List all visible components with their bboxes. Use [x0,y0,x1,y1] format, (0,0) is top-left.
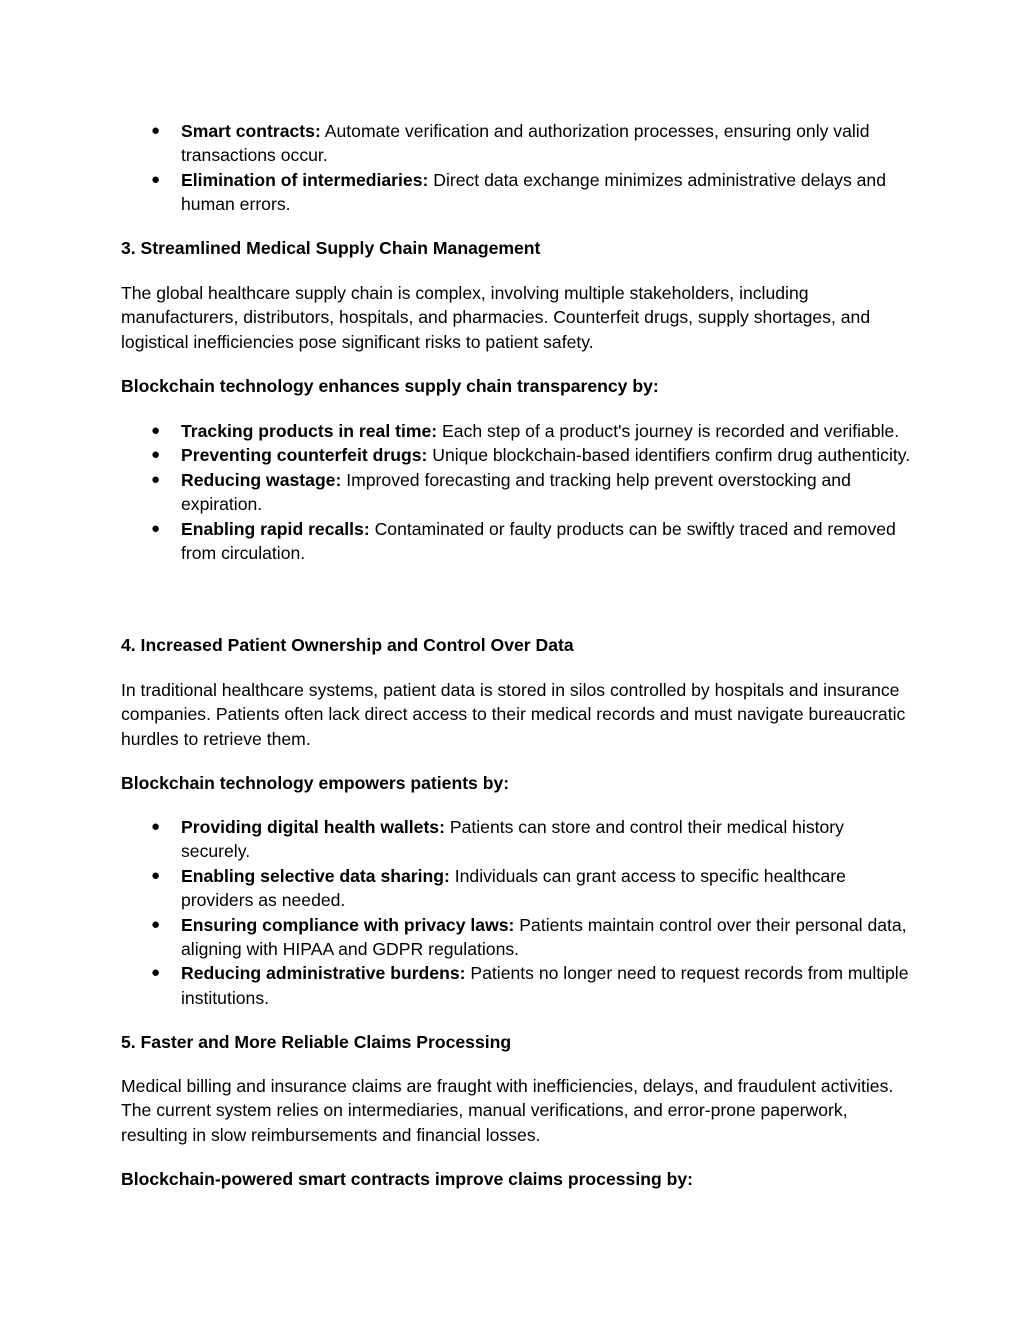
list-item-text: Contaminated or faulty products can be swiftly traced and removed from circulation. [181,518,896,564]
list-item-lead: Preventing counterfeit drugs: [181,445,428,466]
list-item-text: Individuals can grant access to specific healthcare providers as needed. [181,865,846,911]
bullet-icon: ● [151,446,161,464]
list-item-text: Automate verification and authorization processes, ensuring only valid transactions occur. [181,121,870,166]
section3-paragraph: The global healthcare supply chain is complex, involving multiple stakeholders, including manufacturers, distributors, hospitals, and pharmacies. Counterfeit drugs, supply shortages, and logistical inefficiencies pose significant risks to patient safety. [121,283,871,352]
list-item [121,468,911,517]
section4-subheading: Blockchain technology empowers patients by: [121,773,510,793]
list-item [121,119,911,168]
list-item-lead: Tracking products in real time: [181,421,438,441]
list-item [121,864,911,913]
section5-paragraph-block [121,1074,911,1147]
list-item [121,913,911,962]
bullet-icon: ● [151,122,161,139]
list-item-lead: Enabling selective data sharing: [181,865,450,886]
list-item-lead: Reducing wastage: [181,469,342,490]
bullet-icon: ● [151,470,161,488]
section3-subheading: Blockchain technology enhances supply chain transparency by: [121,376,659,396]
bullet-icon: ● [151,170,161,188]
list-item-text: Unique blockchain-based identifiers confirm drug authenticity. [427,445,911,466]
list-item-text: Patients no longer need to request records from multiple institutions. [181,963,909,1008]
section3-list-block [121,419,911,565]
list-item-lead: Smart contracts: [181,121,321,141]
section3-bullet-list [121,419,911,565]
section4-paragraph-block [121,678,911,751]
list-item-lead: Elimination of intermediaries: [181,169,429,190]
list-item [121,815,911,864]
bullet-icon: ● [151,915,161,933]
section4-subheading-block [121,771,911,795]
section4-heading-block [121,633,911,657]
bullet-icon: ● [151,818,161,835]
top-bullet-list-block [121,119,911,217]
list-item-text: Patients can store and control their medical history securely. [181,817,844,862]
bullet-icon: ● [151,866,161,884]
section3-subheading-block [121,374,911,398]
section5-subheading: Blockchain-powered smart contracts improve claims processing by: [121,1169,693,1189]
list-item [121,961,911,1010]
list-item-text: Direct data exchange minimizes administrative delays and human errors. [181,169,886,215]
bullet-icon: ● [151,519,161,537]
list-item-lead: Reducing administrative burdens: [181,963,466,984]
list-item-text: Patients maintain control over their personal data, aligning with HIPAA and GDPR regulations. [181,914,907,960]
bullet-icon: ● [151,422,161,439]
section5-subheading-block [121,1167,911,1191]
section3-heading-block [121,236,911,260]
list-item-lead: Ensuring compliance with privacy laws: [181,914,515,935]
list-item-text: Each step of a product's journey is recorded and verifiable. [437,421,900,441]
section4-list-block [121,815,911,1010]
list-item [121,443,911,467]
list-item [121,517,911,566]
top-bullet-list [121,119,911,217]
section5-paragraph: Medical billing and insurance claims are fraught with inefficiencies, delays, and fraudulent activities. The current system relies on intermediaries, manual verifications, and error-prone paperwork, resulting in slow reimbursements and financial losses. [121,1076,894,1145]
list-item-lead: Providing digital health wallets: [181,817,445,837]
list-item [121,168,911,217]
section5-heading: 5. Faster and More Reliable Claims Processing [121,1032,512,1052]
section5-heading-block [121,1030,911,1054]
section4-bullet-list [121,815,911,1010]
list-item-text: Improved forecasting and tracking help prevent overstocking and expiration. [181,469,851,515]
section4-heading: 4. Increased Patient Ownership and Control Over Data [121,635,574,655]
section3-heading: 3. Streamlined Medical Supply Chain Management [121,238,541,258]
bullet-icon: ● [151,964,161,982]
list-item [121,419,911,443]
section3-paragraph-block [121,281,911,354]
list-item-lead: Enabling rapid recalls: [181,518,370,539]
section4-paragraph: In traditional healthcare systems, patient data is stored in silos controlled by hospitals and insurance companies. Patients often lack direct access to their medical records and must navigate bureaucratic hurdles to retrieve them. [121,680,906,749]
